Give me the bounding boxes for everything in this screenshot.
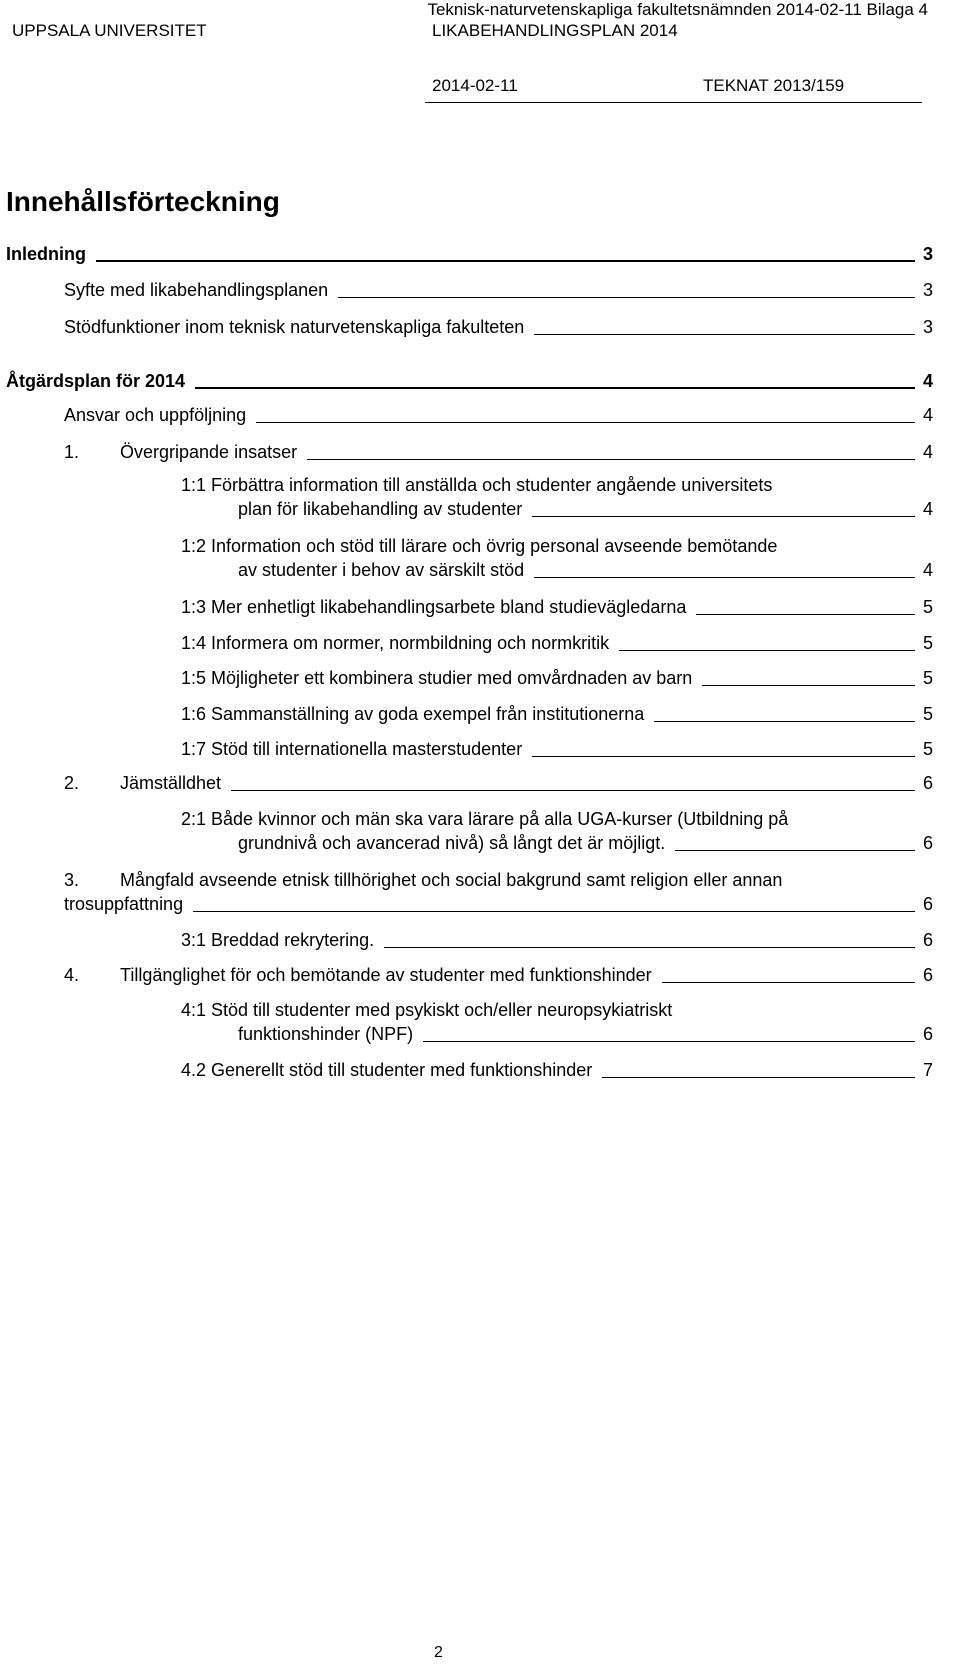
toc-entry-page: 6 (922, 894, 933, 914)
toc-entry-1-2[interactable] (238, 557, 933, 581)
toc-entry-1-7[interactable] (181, 736, 933, 760)
toc-entry-section-4[interactable] (64, 962, 933, 986)
toc-entry-label: plan för likabehandling av studenter (238, 499, 523, 519)
toc-leader (534, 334, 915, 335)
toc-entry-section-1[interactable] (64, 439, 933, 463)
toc-entry-1-6[interactable] (181, 701, 933, 725)
header-university: UPPSALA UNIVERSITET (12, 21, 207, 40)
header-committee: Teknisk-naturvetenskapliga fakultetsnämnden 2014-02-11 Bilaga 4 (427, 0, 928, 19)
toc-leader (662, 982, 915, 983)
page-number: 2 (434, 1644, 443, 1661)
header-date: 2014-02-11 (432, 76, 518, 95)
toc-leader (602, 1077, 915, 1078)
toc-entry-page: 4 (922, 442, 933, 462)
toc-entry-label: Syfte med likabehandlingsplanen (64, 280, 329, 300)
toc-leader (96, 260, 915, 262)
toc-entry-inledning[interactable] (6, 241, 933, 265)
toc-leader (532, 756, 915, 757)
toc-entry-page: 5 (922, 597, 933, 617)
toc-section-number: 4. (64, 965, 80, 985)
toc-entry-label: Tillgänglighet för och bemötande av studenter med funktionshinder (120, 965, 652, 985)
toc-entry-label: Åtgärdsplan för 2014 (6, 371, 186, 391)
toc-leader (696, 614, 915, 615)
toc-entry-label: Inledning (6, 244, 86, 264)
toc-entry-page: 3 (922, 280, 933, 300)
toc-entry-section-2[interactable] (64, 770, 933, 794)
toc-entry-label: grundnivå och avancerad nivå) så långt det är möjligt. (238, 833, 666, 853)
toc-entry-1-3[interactable] (181, 594, 933, 618)
toc-entry-stodfunktioner[interactable] (64, 314, 933, 338)
toc-entry-4-1-line1: 4:1 Stöd till studenter med psykiskt och/eller neuropsykiatriskt (181, 1000, 673, 1020)
toc-entry-1-1-line1: 1:1 Förbättra information till anställda och studenter angående universitets (181, 475, 773, 495)
toc-entry-2-1-line1: 2:1 Både kvinnor och män ska vara lärare på alla UGA-kurser (Utbildning på (181, 809, 789, 829)
toc-entry-page: 5 (922, 668, 933, 688)
toc-entry-page: 4 (922, 371, 933, 391)
toc-entry-label: Övergripande insatser (120, 442, 298, 462)
toc-leader (195, 387, 915, 389)
toc-entry-label: funktionshinder (NPF) (238, 1024, 414, 1044)
toc-entry-label: 1:7 Stöd till internationella masterstudenter (181, 739, 523, 759)
toc-entry-page: 6 (922, 1024, 933, 1044)
toc-title: Innehållsförteckning (6, 186, 280, 217)
toc-leader (307, 459, 915, 460)
toc-entry-section-3-line1 (64, 869, 782, 891)
toc-leader (256, 422, 915, 423)
header-reference: TEKNAT 2013/159 (703, 76, 845, 95)
toc-entry-label: av studenter i behov av särskilt stöd (238, 560, 525, 580)
toc-leader (338, 297, 915, 298)
toc-leader (675, 850, 915, 851)
toc-leader (231, 790, 915, 791)
toc-entry-page: 6 (922, 965, 933, 985)
toc-section-number: 2. (64, 773, 80, 793)
toc-entry-label: trosuppfattning (64, 894, 184, 914)
toc-entry-label: 1:4 Informera om normer, normbildning och normkritik (181, 633, 610, 653)
toc-leader (423, 1041, 915, 1042)
toc-entry-2-1[interactable] (238, 830, 933, 854)
toc-leader (702, 685, 915, 686)
toc-entry-label: 1:3 Mer enhetligt likabehandlingsarbete bland studievägledarna (181, 597, 687, 617)
toc-entry-ansvar[interactable] (64, 402, 933, 426)
toc-entry-4-2[interactable] (181, 1057, 933, 1081)
toc-entry-page: 5 (922, 633, 933, 653)
toc-leader (619, 650, 915, 651)
toc-section-number: 1. (64, 442, 80, 462)
toc-entry-page: 3 (922, 317, 933, 337)
toc-entry-4-1[interactable] (238, 1021, 933, 1045)
toc-entry-label: 4.2 Generellt stöd till studenter med funktionshinder (181, 1060, 593, 1080)
toc-entry-label: 3:1 Breddad rekrytering. (181, 930, 375, 950)
toc-entry-page: 4 (922, 405, 933, 425)
toc-entry-syfte[interactable] (64, 277, 933, 301)
toc-entry-page: 6 (922, 833, 933, 853)
toc-entry-label-line1: Mångfald avseende etnisk tillhörighet och social bakgrund samt religion eller annan (120, 870, 783, 890)
toc-entry-page: 4 (922, 560, 933, 580)
toc-entry-label: 1:5 Möjligheter ett kombinera studier med omvårdnaden av barn (181, 668, 693, 688)
toc-leader (534, 577, 915, 578)
toc-entry-page: 4 (922, 499, 933, 519)
toc-entry-section-3[interactable] (64, 891, 933, 915)
toc-leader (384, 947, 915, 948)
toc-entry-label: 1:6 Sammanställning av goda exempel från institutionerna (181, 704, 645, 724)
toc-leader (532, 516, 915, 517)
toc-entry-label: Ansvar och uppföljning (64, 405, 247, 425)
header-plan: LIKABEHANDLINGSPLAN 2014 (432, 21, 678, 40)
toc-entry-page: 3 (922, 244, 933, 264)
toc-entry-page: 7 (922, 1060, 933, 1080)
toc-entry-page: 6 (922, 930, 933, 950)
toc-entry-atgardsplan[interactable] (6, 368, 933, 392)
toc-entry-1-5[interactable] (181, 665, 933, 689)
toc-entry-label: Stödfunktioner inom teknisk naturvetenskapliga fakulteten (64, 317, 525, 337)
toc-entry-1-2-line1: 1:2 Information och stöd till lärare och övrig personal avseende bemötande (181, 536, 778, 556)
toc-entry-1-1[interactable] (238, 496, 933, 520)
header-rule (425, 102, 922, 103)
toc-entry-page: 5 (922, 704, 933, 724)
toc-entry-1-4[interactable] (181, 630, 933, 654)
toc-section-number: 3. (64, 870, 80, 890)
toc-entry-label: Jämställdhet (120, 773, 222, 793)
toc-leader (654, 721, 915, 722)
toc-entry-page: 5 (922, 739, 933, 759)
toc-entry-3-1[interactable] (181, 927, 933, 951)
toc-entry-page: 6 (922, 773, 933, 793)
toc-leader (193, 911, 915, 912)
